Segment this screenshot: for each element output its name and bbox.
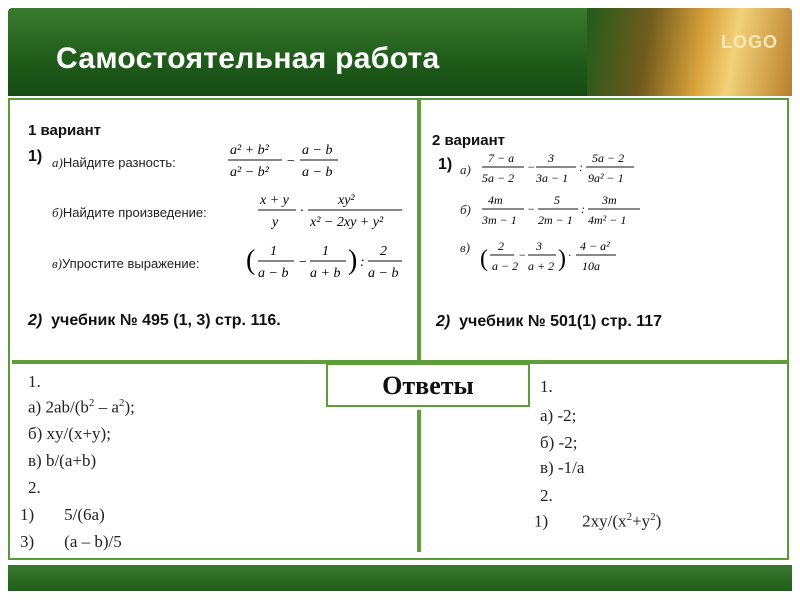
- answer-left-2-1: 1) 5/(6a): [20, 505, 105, 524]
- svg-text:5a − 2: 5a − 2: [592, 151, 625, 165]
- svg-text:3m: 3m: [602, 193, 617, 207]
- answer-left-2-3: 3) (a – b)/5: [20, 532, 122, 551]
- svg-text:a² − b²: a² − b²: [230, 165, 269, 180]
- svg-text:−: −: [527, 202, 536, 216]
- answer-right-2-1: 1) $2xy/(x^2+y^2)$: [534, 511, 662, 531]
- answers-heading-box: [326, 363, 530, 407]
- variant-1-formula-c: [246, 237, 406, 287]
- svg-text:·: ·: [300, 204, 304, 219]
- variant-1-task-b-label: б)Найдите произведение:: [52, 205, 207, 220]
- svg-text:y: y: [272, 215, 279, 230]
- svg-text:a² + b²: a² + b²: [230, 143, 269, 158]
- svg-text:2: 2: [380, 244, 387, 259]
- svg-text:2m − 1: 2m − 1: [538, 213, 573, 227]
- variant-2-letter-a: а): [460, 162, 471, 177]
- answer-left-1a: а) $2ab/(b^2 - a^2)$;: [28, 397, 135, 417]
- variant-1-title: 1 вариант: [28, 122, 102, 139]
- svg-text:a − 2: a − 2: [492, 259, 519, 273]
- svg-text:10a: 10a: [582, 259, 600, 273]
- svg-text:a − b: a − b: [258, 266, 289, 281]
- svg-text:1: 1: [270, 244, 277, 259]
- svg-text:4m: 4m: [488, 193, 503, 207]
- svg-text:7 − a: 7 − a: [488, 151, 515, 165]
- divider-vertical-bottom: [417, 410, 421, 552]
- svg-text:5: 5: [554, 193, 560, 207]
- svg-text:x² − 2xy + y²: x² − 2xy + y²: [310, 215, 384, 230]
- footer-bar: [8, 565, 792, 591]
- answer-left-1b: б) xy/(x+y);: [28, 424, 111, 443]
- svg-text:3: 3: [548, 151, 554, 165]
- variant-1-formula-b: [256, 188, 406, 234]
- variant-2-title: 2 вариант: [432, 132, 506, 149]
- answer-right-2: 2.: [540, 486, 553, 505]
- svg-text:−: −: [518, 248, 527, 262]
- svg-text:·: ·: [568, 248, 571, 262]
- svg-text::: :: [360, 255, 365, 270]
- svg-text:3a − 1: 3a − 1: [536, 171, 569, 185]
- answers-heading: Ответы: [382, 371, 474, 400]
- variant-2-formula-c: [480, 236, 650, 280]
- logo: LOGO: [721, 32, 778, 52]
- answer-left-1c: в) b/(a+b): [28, 451, 97, 470]
- svg-text:9a² − 1: 9a² − 1: [588, 171, 624, 185]
- svg-text:−: −: [286, 154, 296, 169]
- answer-right-1: 1.: [540, 377, 553, 396]
- variant-2-task1-number: 1): [438, 156, 453, 173]
- variant-2-formula-a: [480, 150, 640, 190]
- variant-2-letter-c: в): [460, 240, 470, 255]
- svg-text:(: (: [246, 245, 256, 276]
- svg-text:4 − a²: 4 − a²: [580, 239, 610, 253]
- variant-2-formula-b: [480, 192, 650, 232]
- svg-text:2: 2: [498, 239, 504, 253]
- svg-text:3: 3: [536, 239, 542, 253]
- answer-left-1: 1.: [28, 372, 41, 391]
- svg-text:x + y: x + y: [260, 193, 289, 208]
- svg-text:a − b: a − b: [302, 165, 333, 180]
- divider-vertical-top: [417, 98, 421, 364]
- svg-text:1: 1: [322, 244, 329, 259]
- svg-text:3m − 1: 3m − 1: [482, 213, 517, 227]
- svg-text:a + 2: a + 2: [528, 259, 555, 273]
- variant-1-task2: 2) учебник № 495 (1, 3) стр. 116.: [28, 312, 281, 329]
- svg-text:4m² − 1: 4m² − 1: [588, 213, 627, 227]
- variant-1-task-c-label: в)Упростите выражение:: [52, 256, 200, 271]
- variant-1-formula-a: [226, 138, 346, 184]
- svg-text:xy²: xy²: [338, 193, 355, 208]
- svg-text:a − b: a − b: [368, 266, 399, 281]
- svg-text:5a − 2: 5a − 2: [482, 171, 515, 185]
- svg-text:): ): [558, 246, 566, 272]
- variant-2-letter-b: б): [460, 202, 471, 217]
- answer-right-1c: в) -1/a: [540, 458, 585, 477]
- svg-text:(: (: [480, 246, 488, 272]
- svg-text:a − b: a − b: [302, 143, 333, 158]
- variant-1-task-a-label: а)Найдите разность:: [52, 155, 176, 170]
- slide-title: Самостоятельная работа: [56, 42, 440, 75]
- slide-header: [8, 8, 792, 96]
- answer-right-1b: б) -2;: [540, 433, 578, 452]
- svg-text::: :: [581, 202, 585, 216]
- svg-text::: :: [579, 160, 583, 174]
- answer-left-2: 2.: [28, 478, 41, 497]
- svg-text:a + b: a + b: [310, 266, 341, 281]
- variant-1-task1-number: 1): [28, 148, 43, 165]
- svg-text:): ): [348, 245, 358, 276]
- svg-text:−: −: [298, 255, 308, 270]
- svg-text:−: −: [527, 160, 536, 174]
- answer-right-1a: а) -2;: [540, 406, 577, 425]
- variant-2-task2: 2) учебник № 501(1) стр. 117: [436, 313, 663, 330]
